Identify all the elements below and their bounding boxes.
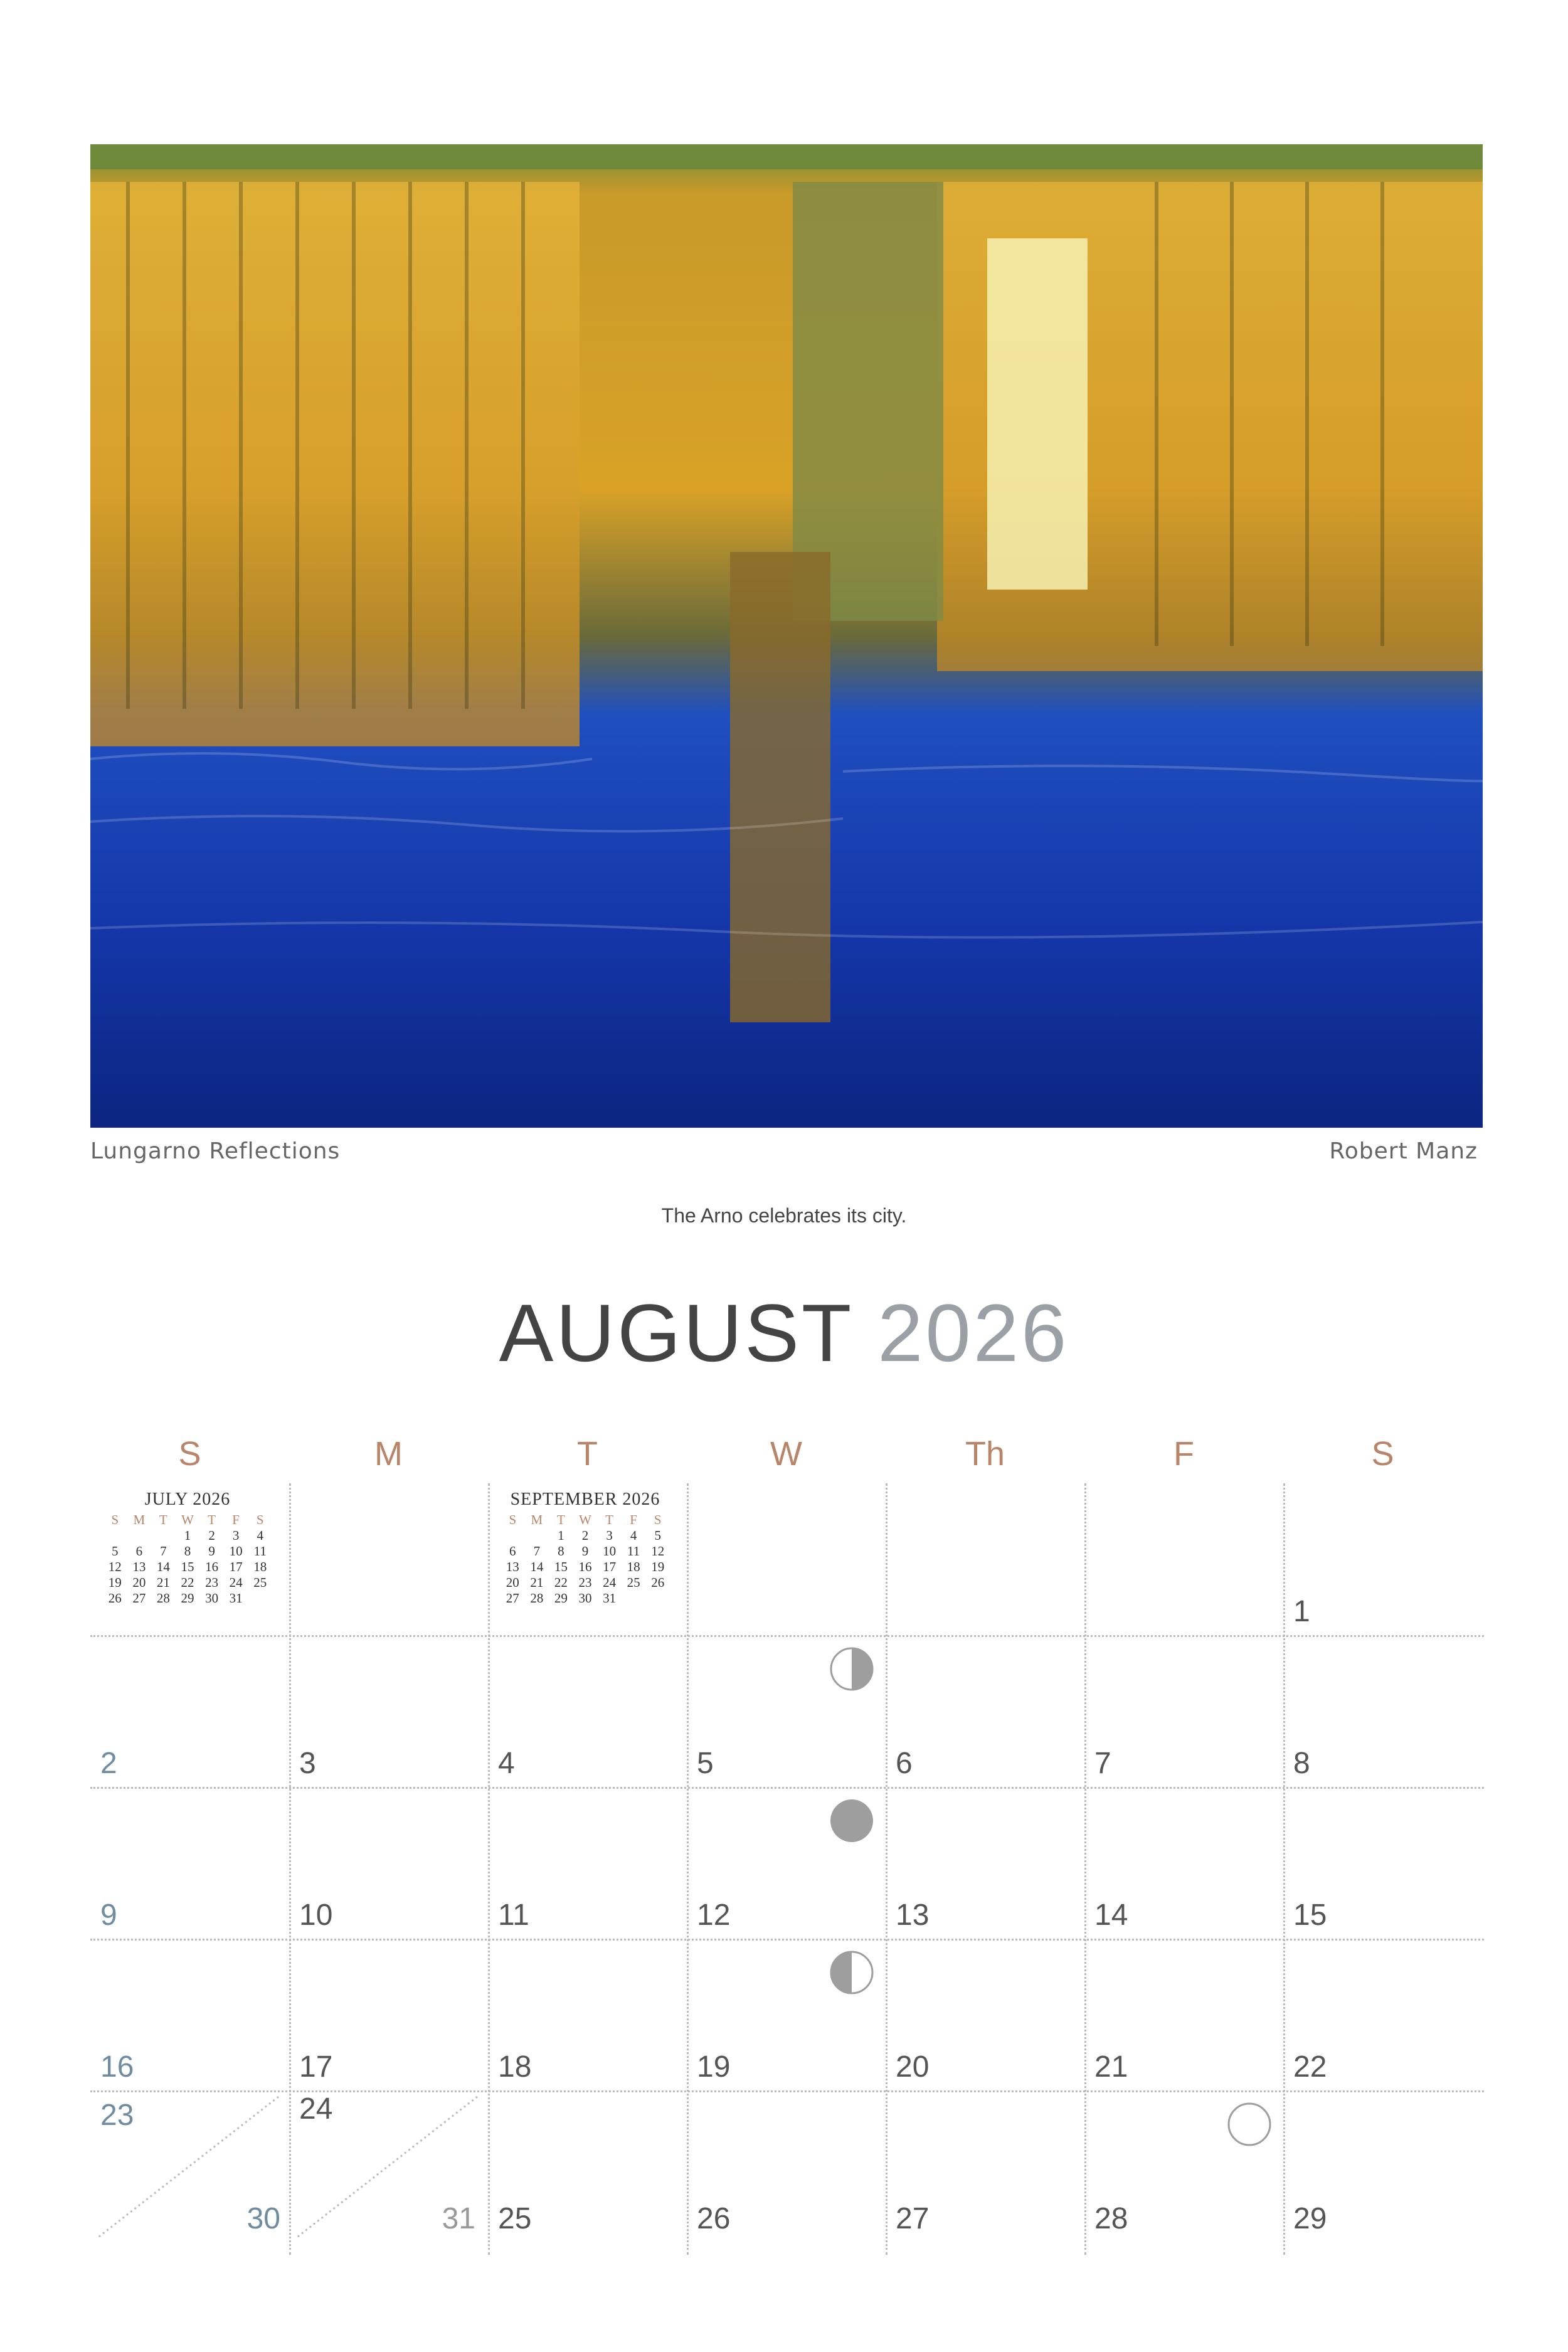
mini-day: 29: [554, 1591, 568, 1606]
photo-tagline: The Arno celebrates its city.: [661, 1204, 907, 1227]
day-number: 19: [697, 2050, 731, 2084]
mini-calendar-next: [501, 1490, 670, 1606]
day-number: 6: [896, 1747, 913, 1780]
day-cell[interactable]: [687, 2090, 886, 2242]
day-number: 31: [442, 2202, 475, 2235]
mini-weekday-label: S: [654, 1512, 662, 1527]
day-cell[interactable]: [90, 1787, 289, 1939]
mini-day: 6: [135, 1544, 143, 1559]
mini-day: 1: [558, 1528, 564, 1543]
mini-day: 13: [132, 1559, 146, 1574]
mini-day: 19: [108, 1575, 122, 1590]
mini-weekday-label: S: [256, 1512, 264, 1527]
mini-day: 10: [229, 1544, 243, 1559]
mini-day: 7: [533, 1544, 541, 1559]
mini-day: 31: [603, 1591, 617, 1606]
mini-day: 27: [132, 1591, 146, 1606]
month-name: AUGUST: [499, 1287, 853, 1379]
mini-day: 28: [530, 1591, 544, 1606]
mini-day: 24: [603, 1575, 617, 1590]
weekday-monday: M: [374, 1435, 403, 1473]
mini-day: 23: [578, 1575, 592, 1590]
day-number: 21: [1094, 2050, 1128, 2084]
day-number: 25: [498, 2202, 532, 2235]
day-cell[interactable]: [687, 1939, 886, 2090]
mini-day: 9: [581, 1544, 589, 1559]
day-cell[interactable]: [1084, 1635, 1283, 1787]
mini-day: 31: [229, 1591, 243, 1606]
mini-calendar-title: SEPTEMBER 2026: [510, 1490, 660, 1509]
mini-day: 8: [558, 1544, 564, 1559]
day-cell[interactable]: [886, 1635, 1084, 1787]
day-number: 8: [1293, 1747, 1310, 1780]
mini-day: 1: [184, 1528, 191, 1543]
mini-weekday-label: T: [208, 1512, 216, 1527]
mini-day: [151, 1528, 176, 1544]
day-number: 26: [697, 2202, 731, 2235]
day-cell[interactable]: [1283, 1483, 1482, 1635]
day-number: 12: [697, 1899, 731, 1932]
month-title: [0, 1287, 1568, 1379]
day-number: 13: [896, 1899, 930, 1932]
day-grid: [90, 1483, 1484, 2255]
mini-day: 15: [554, 1559, 568, 1574]
day-number: 15: [1293, 1899, 1327, 1932]
day-cell[interactable]: [488, 2090, 687, 2242]
day-number: 27: [896, 2202, 930, 2235]
day-cell[interactable]: [488, 1787, 687, 1939]
mini-day: 9: [208, 1544, 215, 1559]
day-cell[interactable]: [886, 2090, 1084, 2242]
mini-calendar-title: JULY 2026: [144, 1490, 231, 1509]
mini-weekday-label: T: [159, 1512, 167, 1527]
mini-day: 26: [651, 1575, 665, 1590]
mini-day: 26: [108, 1591, 122, 1606]
mini-weekday-label: M: [531, 1512, 543, 1527]
day-cell[interactable]: [1283, 1635, 1482, 1787]
mini-calendar-prev: [103, 1490, 272, 1606]
mini-weekday-label: F: [232, 1512, 240, 1527]
mini-day: 19: [651, 1559, 665, 1574]
day-cell[interactable]: [1283, 1787, 1482, 1939]
mini-weekday-label: F: [630, 1512, 637, 1527]
day-number: 17: [299, 2050, 333, 2084]
mini-day: [103, 1528, 127, 1544]
day-number: 1: [1293, 1595, 1310, 1628]
day-number: 16: [100, 2050, 134, 2084]
mini-day: 20: [506, 1575, 519, 1590]
mini-day: 30: [578, 1591, 592, 1606]
weekday-wednesday: W: [770, 1435, 802, 1473]
mini-day: 13: [506, 1559, 519, 1574]
mini-day: 14: [156, 1559, 170, 1574]
day-number: 22: [1293, 2050, 1327, 2084]
mini-day: 18: [253, 1559, 267, 1574]
day-number: 3: [299, 1747, 316, 1780]
day-cell[interactable]: [1084, 1939, 1283, 2090]
day-number: 14: [1094, 1899, 1128, 1932]
weekday-tuesday: T: [577, 1435, 598, 1473]
day-cell[interactable]: [1084, 2090, 1283, 2242]
day-cell[interactable]: [886, 1787, 1084, 1939]
mini-day: 3: [606, 1528, 613, 1543]
mini-weekday-label: S: [111, 1512, 119, 1527]
mini-day: 30: [205, 1591, 219, 1606]
day-cell[interactable]: [90, 1939, 289, 2090]
weekday-saturday: S: [1371, 1435, 1394, 1473]
mini-day: 6: [509, 1544, 516, 1559]
mini-weekday-label: W: [579, 1512, 591, 1527]
day-number: 18: [498, 2050, 532, 2084]
mini-day: [501, 1528, 525, 1544]
day-cell[interactable]: [687, 1787, 886, 1939]
calendar-grid: [90, 1421, 1484, 2255]
day-number: 20: [896, 2050, 930, 2084]
weekday-sunday: S: [178, 1435, 201, 1473]
mini-day: 2: [581, 1528, 589, 1543]
day-number: 30: [246, 2202, 280, 2235]
mini-day: 25: [253, 1575, 267, 1590]
weekday-header-row: [90, 1421, 1484, 1483]
mini-day: 28: [156, 1591, 170, 1606]
day-number: 28: [1094, 2202, 1128, 2235]
first-quarter-moon-icon: [829, 1950, 874, 1995]
last-quarter-moon-icon: [829, 1646, 874, 1692]
weekday-thursday: Th: [965, 1435, 1005, 1473]
mini-day: 16: [578, 1559, 592, 1574]
photo-title: Lungarno Reflections: [90, 1138, 341, 1164]
mini-day: 12: [108, 1559, 122, 1574]
mini-day: 5: [654, 1528, 661, 1543]
day-number: 7: [1094, 1747, 1111, 1780]
mini-day: 18: [627, 1559, 640, 1574]
mini-day: [127, 1528, 152, 1544]
mini-day: 22: [181, 1575, 194, 1590]
river-reflection-image: [90, 144, 1483, 1128]
mini-day: 27: [506, 1591, 519, 1606]
day-number: 5: [697, 1747, 714, 1780]
photo-credit: Robert Manz: [1329, 1138, 1478, 1164]
mini-day: 10: [603, 1544, 617, 1559]
mini-day: 22: [554, 1575, 568, 1590]
mini-day: 12: [651, 1544, 665, 1559]
mini-weekday-label: T: [605, 1512, 613, 1527]
day-number: 9: [100, 1899, 117, 1932]
day-number: 29: [1293, 2202, 1327, 2235]
mini-weekday-label: M: [133, 1512, 146, 1527]
month-year: 2026: [877, 1287, 1069, 1379]
mini-day: 15: [181, 1559, 194, 1574]
day-cell[interactable]: [90, 1635, 289, 1787]
split-day-cell[interactable]: [90, 2090, 289, 2242]
mini-day: 21: [530, 1575, 544, 1590]
day-cell[interactable]: [289, 1939, 488, 2090]
mini-day: [525, 1528, 549, 1544]
day-cell[interactable]: [1084, 1787, 1283, 1939]
day-cell[interactable]: [1283, 1939, 1482, 2090]
day-cell[interactable]: [886, 1939, 1084, 2090]
mini-day: 3: [232, 1528, 240, 1543]
mini-day: 16: [205, 1559, 219, 1574]
mini-day: 14: [530, 1559, 544, 1574]
day-number: 11: [498, 1899, 529, 1932]
mini-day: 4: [257, 1528, 263, 1543]
mini-weekday-label: S: [509, 1512, 517, 1527]
weekday-friday: F: [1173, 1435, 1194, 1473]
day-cell[interactable]: [687, 1635, 886, 1787]
hero-photo: [90, 144, 1483, 1128]
mini-day: 4: [630, 1528, 637, 1543]
mini-weekday-label: T: [557, 1512, 565, 1527]
day-number: 4: [498, 1747, 515, 1780]
mini-day: 8: [184, 1544, 191, 1559]
mini-day: 2: [208, 1528, 215, 1543]
mini-day: 21: [156, 1575, 170, 1590]
mini-day: 20: [132, 1575, 146, 1590]
mini-day: 17: [229, 1559, 243, 1574]
split-day-cell[interactable]: [289, 2090, 488, 2242]
mini-day: 7: [160, 1544, 167, 1559]
mini-day: 11: [627, 1544, 640, 1559]
mini-day: 11: [253, 1544, 267, 1559]
mini-day: 25: [627, 1575, 640, 1590]
day-number: 23: [100, 2099, 134, 2132]
mini-weekday-label: W: [181, 1512, 194, 1527]
day-cell[interactable]: [289, 1787, 488, 1939]
day-number: 10: [299, 1899, 333, 1932]
mini-day: 29: [181, 1591, 194, 1606]
day-cell[interactable]: [488, 1939, 687, 2090]
day-number: 24: [299, 2092, 333, 2126]
mini-day: 24: [229, 1575, 243, 1590]
new-moon-icon: [829, 1798, 874, 1843]
mini-day: 23: [205, 1575, 219, 1590]
day-cell[interactable]: [488, 1635, 687, 1787]
mini-calendar-days: [501, 1512, 670, 1606]
mini-day: 5: [112, 1544, 119, 1559]
mini-day: 17: [603, 1559, 617, 1574]
mini-calendar-days: [103, 1512, 272, 1606]
day-cell[interactable]: [1283, 2090, 1482, 2242]
day-cell[interactable]: [289, 1635, 488, 1787]
full-moon-icon: [1227, 2102, 1272, 2147]
day-number: 2: [100, 1747, 117, 1780]
